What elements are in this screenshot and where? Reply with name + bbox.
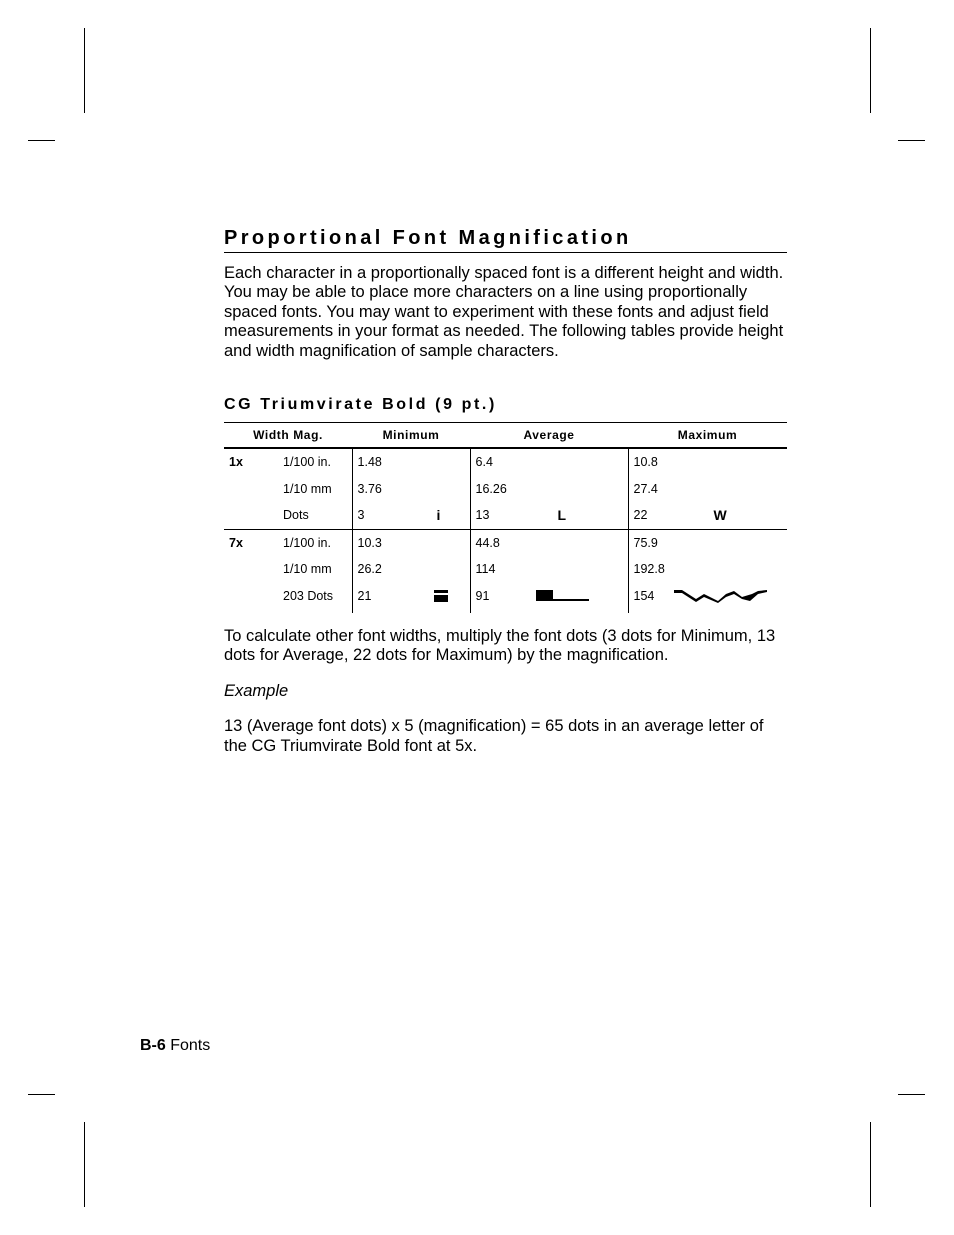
header-average: Average [470, 423, 628, 449]
avg-cell: 44.8 [470, 529, 628, 556]
sample-glyph-l: L [557, 507, 567, 524]
mag-label-empty [224, 502, 278, 529]
magnified-i-glyph-icon [434, 590, 448, 602]
unit-cell: 1/100 in. [283, 535, 331, 550]
mag-label-empty [224, 556, 278, 583]
header-width-mag: Width Mag. [224, 423, 352, 449]
sample-glyph-i: i [436, 507, 441, 524]
crop-mark [898, 1094, 925, 1095]
crop-mark [84, 1122, 85, 1207]
example-paragraph: 13 (Average font dots) x 5 (magnification) = 65 dots in an average letter of the CG Triumvirate Bold font at 5x. [224, 717, 764, 755]
table-header-row [224, 423, 787, 449]
magnified-l-glyph-icon [536, 589, 590, 603]
crop-mark [898, 140, 925, 141]
avg-cell: 114 [470, 556, 628, 583]
avg-value: 91 [475, 588, 490, 603]
avg-cell [470, 583, 628, 610]
min-cell: 10.3 [352, 529, 470, 556]
crop-mark [84, 28, 85, 113]
page-content [224, 226, 787, 756]
subsection-title: CG Triumvirate Bold (9 pt.) [224, 396, 497, 414]
max-cell: 27.4 [628, 476, 787, 503]
avg-cell [470, 502, 628, 529]
page-number: B-6 [140, 1037, 166, 1054]
avg-value: 13 [475, 508, 490, 523]
mag-label: 7x [229, 535, 243, 550]
max-cell [628, 583, 787, 610]
header-maximum: Maximum [628, 423, 787, 449]
table-bottom-spacer [224, 609, 787, 613]
table-row [224, 556, 787, 583]
mag-label: 1x [229, 455, 243, 470]
page-footer [140, 1037, 210, 1055]
max-cell [628, 502, 787, 529]
section-title: Proportional Font Magnification [224, 226, 787, 253]
mag-label-empty [224, 583, 278, 610]
avg-cell: 6.4 [470, 448, 628, 476]
header-minimum: Minimum [352, 423, 470, 449]
footer-section: Fonts [170, 1037, 211, 1054]
min-cell [352, 583, 470, 610]
table-row [224, 448, 787, 476]
min-value: 3 [357, 508, 365, 523]
crop-mark [870, 28, 871, 113]
min-value: 21 [357, 588, 372, 603]
min-cell: 26.2 [352, 556, 470, 583]
max-value: 22 [633, 508, 648, 523]
table-row [224, 502, 787, 529]
table-row [224, 529, 787, 556]
unit-cell: Dots [278, 502, 352, 529]
unit-cell: 1/100 in. [283, 455, 331, 470]
avg-cell: 16.26 [470, 476, 628, 503]
min-cell [352, 502, 470, 529]
example-label: Example [224, 681, 289, 700]
crop-mark [870, 1122, 871, 1207]
min-cell: 3.76 [352, 476, 470, 503]
max-cell: 10.8 [628, 448, 787, 476]
mag-label-empty [224, 476, 278, 503]
sample-glyph-w: W [713, 507, 727, 524]
intro-paragraph: Each character in a proportionally spaced font is a different height and width. You may be able to place more characters on a line using proportionally spaced fonts. You may want to experiment with these fonts and adjust field measurements in your format as needed. The following tables provide height and width magnification of sample characters. [224, 264, 784, 360]
max-cell: 192.8 [628, 556, 787, 583]
crop-mark [28, 1094, 55, 1095]
unit-cell: 1/10 mm [283, 481, 332, 496]
unit-cell: 1/10 mm [283, 562, 332, 577]
crop-mark [28, 140, 55, 141]
unit-cell: 203 Dots [283, 588, 334, 603]
calc-paragraph: To calculate other font widths, multiply the font dots (3 dots for Minimum, 13 dots for Average, 22 dots for Maximum) by the magnification. [224, 627, 776, 665]
magnification-table [224, 422, 787, 613]
magnified-w-glyph-icon [674, 588, 768, 604]
table-row [224, 476, 787, 503]
min-cell: 1.48 [352, 448, 470, 476]
max-value: 154 [633, 588, 655, 603]
table-row [224, 583, 787, 610]
max-cell: 75.9 [628, 529, 787, 556]
